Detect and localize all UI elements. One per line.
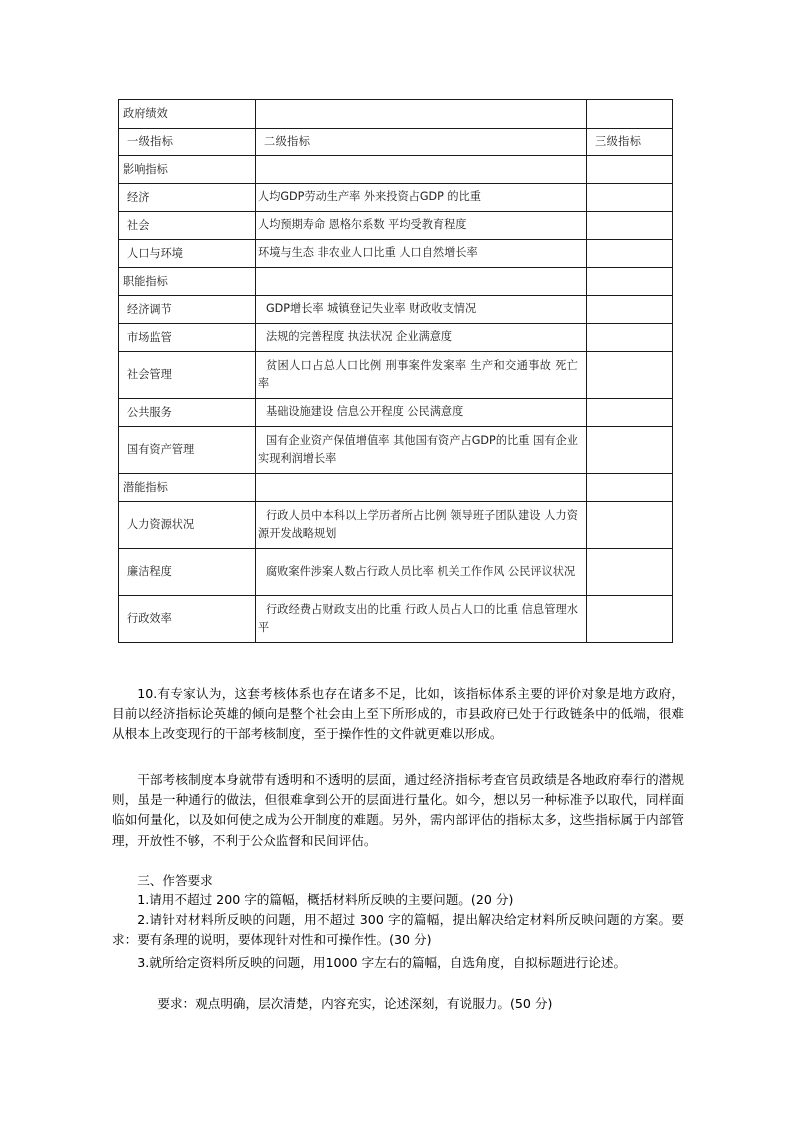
row-level2-label [256, 278, 586, 286]
government-performance-table-container [118, 99, 672, 643]
row-level3-cell [587, 324, 673, 352]
table-title-row [119, 100, 673, 129]
table-row [119, 184, 673, 212]
row-level2-cell [256, 427, 587, 474]
row-level2-cell [256, 212, 587, 240]
table-row [119, 502, 673, 549]
row-level1-cell [119, 324, 256, 352]
row-level3-label [587, 215, 601, 236]
header-cell-level2 [256, 129, 587, 156]
row-level2-label: 行政经费占财政支出的比重 行政人员占人口的比重 信息管理水平 [258, 602, 578, 634]
row-level1-label: 行政效率 [127, 612, 172, 626]
row-level3-label [587, 477, 601, 498]
table-row [119, 324, 673, 352]
row-level1-label: 人力资源状况 [127, 518, 195, 532]
row-level1-label: 经济 [127, 190, 150, 204]
row-level1-cell [119, 596, 256, 643]
table-row [119, 296, 673, 324]
row-level1-cell [119, 474, 256, 502]
table-header-row [119, 129, 673, 156]
row-level2-cell [256, 474, 587, 502]
table-title-cell [119, 100, 256, 129]
table-row [119, 596, 673, 643]
row-level3-label [587, 439, 601, 460]
row-level3-cell [587, 549, 673, 596]
row-level1-cell [119, 240, 256, 268]
table-row [119, 474, 673, 502]
table-row [119, 212, 673, 240]
row-level2-label: 腐败案件涉案人数占行政人员比率 机关工作作风 公民评议状况 [266, 564, 576, 578]
row-level2-cell [256, 502, 587, 549]
header-cell-level3 [587, 129, 673, 156]
row-level2-label: 基础设施建设 信息公开程度 公民满意度 [266, 405, 464, 419]
row-level3-cell [587, 296, 673, 324]
row-level2-label: 人均预期寿命 恩格尔系数 平均受教育程度 [258, 218, 467, 232]
row-level2-label: 贫困人口占总人口比例 刑事案件发案率 生产和交通事故 死亡率 [258, 358, 578, 390]
table-body [119, 100, 673, 643]
row-level2-cell [256, 268, 587, 296]
row-level1-label: 社会管理 [127, 368, 172, 382]
row-level2-cell [256, 184, 587, 212]
row-level1-label: 廉洁程度 [127, 565, 172, 579]
row-level1-label: 潜能指标 [123, 480, 168, 494]
requirement-item-2: 2.请针对材料所反映的问题，用不超过 300 字的篇幅，提出解决给定材料所反映问题的方案。要求：要有条理的说明，要体现针对性和可操作性。(30 分) [112, 912, 684, 948]
row-level3-cell [587, 427, 673, 474]
table-row [119, 427, 673, 474]
row-level3-cell [587, 502, 673, 549]
government-performance-indicator-table [118, 99, 673, 643]
table-title-col3-value [587, 103, 597, 124]
row-level2-cell [256, 240, 587, 268]
table-title-col2-value [256, 103, 266, 124]
row-level3-label [587, 243, 601, 264]
row-level1-cell [119, 502, 256, 549]
row-level1-cell [119, 427, 256, 474]
requirements-section-title: 三、作答要求 [137, 873, 213, 888]
header-cell-level1 [119, 129, 256, 156]
row-level2-label [256, 166, 586, 174]
row-level3-cell [587, 399, 673, 427]
row-level2-label: 环境与生态 非农业人口比重 人口自然增长率 [258, 246, 478, 260]
row-level3-cell [587, 268, 673, 296]
header-label-level1: 一级指标 [127, 135, 174, 149]
row-level2-label: 行政人员中本科以上学历者所占比例 领导班子团队建设 人力资源开发战略规划 [258, 508, 578, 540]
table-row [119, 549, 673, 596]
table-row [119, 399, 673, 427]
row-level1-label: 影响指标 [123, 162, 168, 176]
row-level2-cell [256, 399, 587, 427]
row-level3-label [587, 159, 601, 180]
row-level3-cell [587, 184, 673, 212]
table-title-col2 [256, 100, 587, 129]
row-level3-label [587, 299, 601, 320]
row-level3-label [587, 364, 601, 385]
row-level3-label [587, 187, 601, 208]
row-level1-cell [119, 549, 256, 596]
row-level1-label: 市场监管 [127, 330, 172, 344]
header-label-level3: 三级指标 [595, 135, 642, 149]
row-level1-cell [119, 268, 256, 296]
row-level1-cell [119, 352, 256, 399]
row-level2-label: 法规的完善程度 执法状况 企业满意度 [266, 330, 453, 344]
row-level1-cell [119, 212, 256, 240]
row-level1-cell [119, 399, 256, 427]
row-level3-label [587, 402, 601, 423]
row-level3-label [587, 608, 601, 629]
row-level1-label: 职能指标 [123, 274, 168, 288]
header-label-level2: 二级指标 [264, 135, 311, 149]
row-level3-cell [587, 474, 673, 502]
row-level3-label [587, 561, 601, 582]
table-title-label: 政府绩效 [123, 107, 168, 121]
row-level2-label: GDP增长率 城镇登记失业率 财政收支情况 [266, 302, 477, 316]
row-level2-label: 国有企业资产保值增值率 其他国有资产占GDP的比重 国有企业实现利润增长率 [258, 433, 578, 465]
row-level3-cell [587, 596, 673, 643]
row-level3-cell [587, 212, 673, 240]
row-level2-cell [256, 324, 587, 352]
row-level2-cell [256, 156, 587, 184]
paragraph-item-11: 干部考核制度本身就带有透明和不透明的层面，通过经济指标考查官员政绩是各地政府奉行的潜规则，虽是一种通行的做法，但很难拿到公开的层面进行量化。如今，想以另一种标准予以取代，同样面临如何量化，以及如何使之成为公开制度的难题。另外，需内部评估的指标太多，这些指标属于内部管理，开放性不够，不利于公众监督和民间评估。 [112, 772, 684, 848]
table-row [119, 156, 673, 184]
row-level1-label: 经济调节 [127, 302, 172, 316]
row-level1-cell [119, 184, 256, 212]
requirement-item-1: 1.请用不超过 200 字的篇幅，概括材料所反映的主要问题。(20 分) [137, 892, 514, 907]
table-title-col3 [587, 100, 673, 129]
row-level1-cell [119, 156, 256, 184]
table-row [119, 240, 673, 268]
row-level3-label [587, 271, 601, 292]
row-level3-cell [587, 156, 673, 184]
row-level3-label [587, 514, 601, 535]
row-level2-cell [256, 549, 587, 596]
row-level1-label: 人口与环境 [127, 246, 183, 260]
row-level2-label: 人均GDP劳动生产率 外来投资占GDP 的比重 [258, 190, 481, 204]
paragraph-item-10: 10.有专家认为，这套考核体系也存在诸多不足，比如，该指标体系主要的评价对象是地方政府，目前以经济指标论英雄的倾向是整个社会由上至下所形成的，市县政府已处于行政链条中的低端，很难从根本上改变现行的干部考核制度，至于操作性的文件就更难以形成。 [112, 686, 684, 742]
table-row [119, 268, 673, 296]
row-level3-label [587, 327, 601, 348]
table-row [119, 352, 673, 399]
row-level3-cell [587, 240, 673, 268]
requirement-note: 要求：观点明确，层次清楚，内容充实，论述深刻，有说服力。(50 分) [157, 996, 553, 1011]
row-level2-cell [256, 596, 587, 643]
row-level2-cell [256, 296, 587, 324]
row-level1-label: 国有资产管理 [127, 443, 195, 457]
row-level2-cell [256, 352, 587, 399]
requirement-item-3: 3.就所给定资料所反映的问题，用1000 字左右的篇幅，自选角度，自拟标题进行论述。 [137, 955, 627, 970]
row-level3-cell [587, 352, 673, 399]
row-level2-label [256, 484, 586, 492]
row-level1-cell [119, 296, 256, 324]
row-level1-label: 公共服务 [127, 405, 172, 419]
row-level1-label: 社会 [127, 218, 150, 232]
